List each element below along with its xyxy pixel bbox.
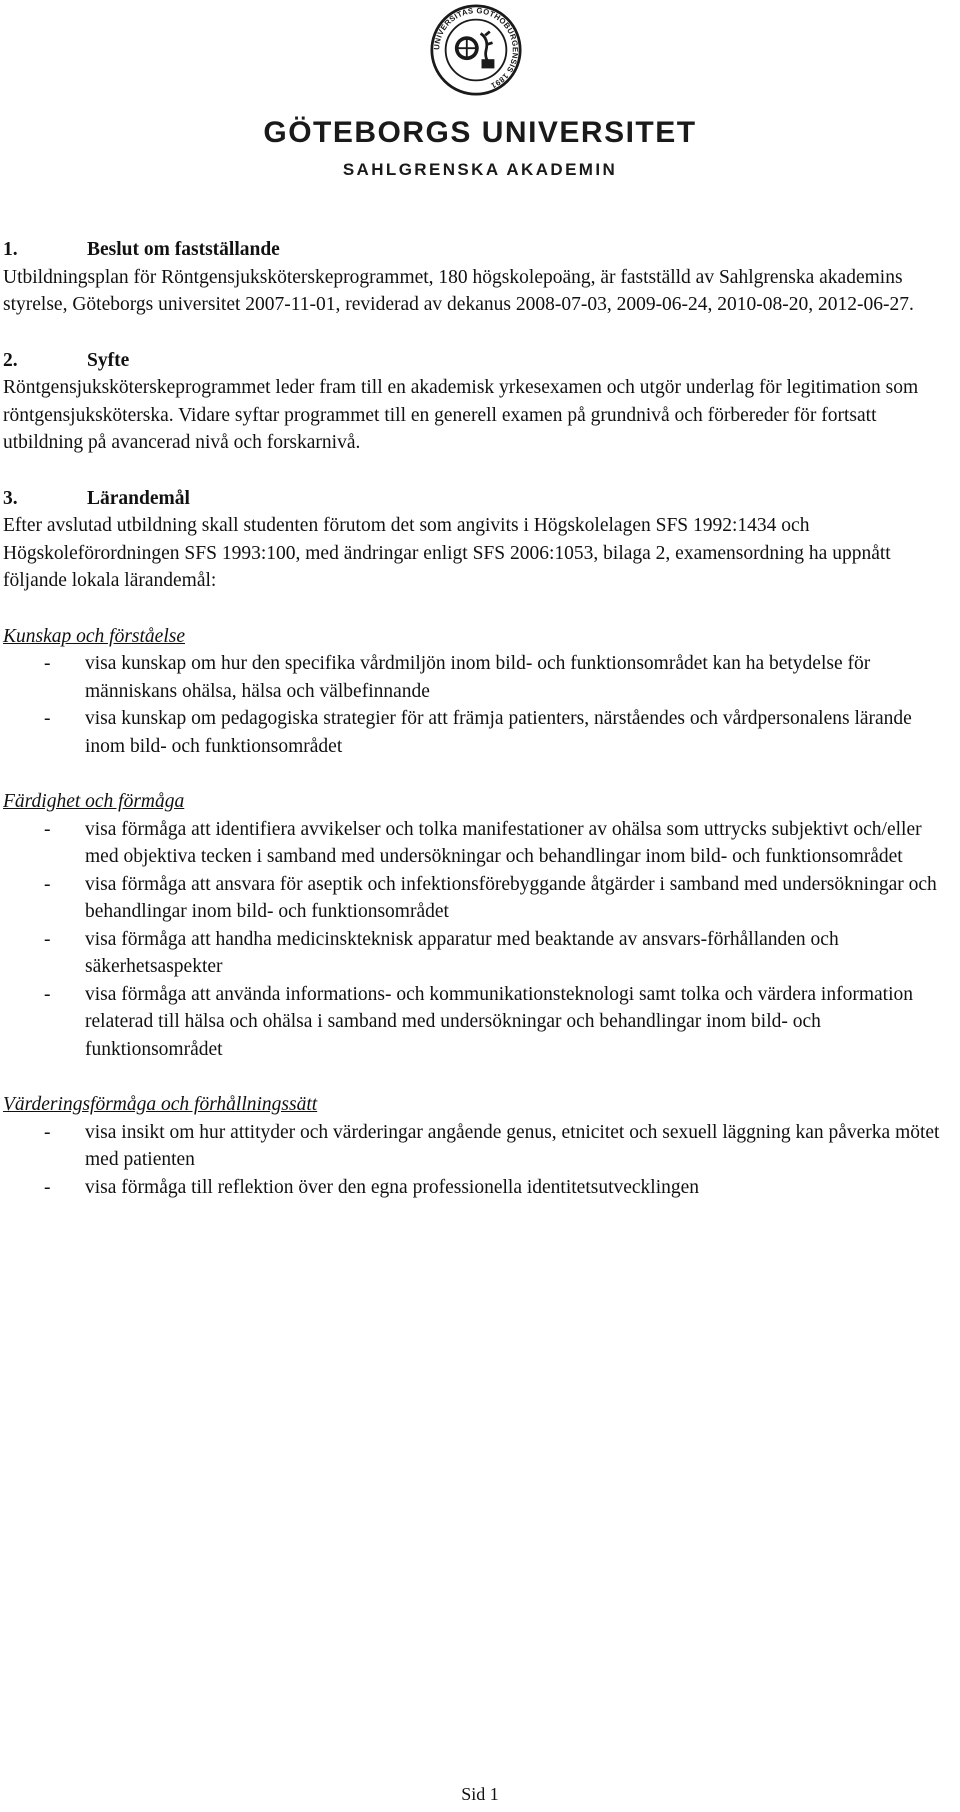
goal-group-vardering-title: Värderingsförmåga och förhållningssätt: [3, 1094, 318, 1115]
list-item: - visa förmåga till reflektion över den egna professionella identitetsutvecklingen: [44, 1176, 700, 1198]
section-title: Syfte: [87, 349, 130, 371]
goal-group-kunskap-title: Kunskap och förståelse: [3, 625, 185, 647]
list-item: - visa förmåga att handha medicinskteknisk apparatur med beaktande av ansvars-förhållanden och säkerhetsaspekter: [44, 928, 839, 977]
section-1-heading: [3, 236, 953, 264]
section-2-heading: [3, 347, 953, 375]
section-3-heading: [3, 485, 953, 513]
section-number: 3.: [3, 487, 18, 509]
section-title: Beslut om fastställande: [87, 239, 280, 260]
list-item: - visa förmåga att använda informations- och kommunikationsteknologi samt tolka och värdera information relaterad till hälsa och ohälsa i samband med undersökningar och behandlingar inom bild- och funktionsområdet: [44, 983, 913, 1060]
goal-list-fardighet: [3, 816, 953, 1064]
section-number: 1.: [3, 239, 18, 260]
list-item: - visa insikt om hur attityder och värderingar angående genus, etnicitet och sexuell läggning kan påverka mötet med patienten: [44, 1121, 940, 1170]
university-name: GÖTEBORGS UNIVERSITET: [263, 116, 697, 149]
academy-name: SAHLGRENSKA AKADEMIN: [342, 160, 618, 179]
section-title: Lärandemål: [87, 487, 190, 509]
goal-group-fardighet-title: Färdighet och förmåga: [3, 791, 185, 812]
goal-list-kunskap: [3, 650, 953, 760]
list-item: - visa förmåga att identifiera avvikelser och tolka manifestationer av ohälsa som uttrycks subjektivt och/eller med objektiva tecken i samband med undersökningar och behandlingar inom bild- och funktionsområdet: [44, 818, 922, 867]
section-3-text: Efter avslutad utbildning skall studenten förutom det som angivits i Högskolelagen SFS 1992:1434 och Högskoleförordningen SFS 1993:100, med ändringar enligt SFS 2006:1053, bilaga 2, examensordning ha uppnått följande lokala lärandemål:: [3, 515, 891, 591]
list-item: - visa kunskap om pedagogiska strategier för att främja patienters, närståendes och vårdpersonalens lärande inom bild- och funktionsområdet: [44, 708, 912, 757]
section-number: 2.: [3, 349, 18, 371]
list-item: - visa kunskap om hur den specifika vårdmiljön inom bild- och funktionsområdet kan ha betydelse för människans ohälsa, hälsa och välbefinnande: [44, 653, 871, 702]
page-number: Sid 1: [461, 1784, 499, 1804]
list-item: - visa förmåga att ansvara för aseptik och infektionsförebyggande åtgärder i samband med undersökningar och behandlingar inom bild- och funktionsområdet: [44, 873, 937, 922]
university-seal-icon: [430, 4, 522, 96]
goal-list-vardering: [3, 1119, 953, 1202]
seal-ring-text: UNIVERSITAS GOTHOBURGENSIS 1891: [432, 6, 520, 91]
document-body: [3, 236, 953, 1201]
section-1-text: Utbildningsplan för Röntgensjuksköterskeprogrammet, 180 högskolepoäng, är fastställd av Sahlgrenska akademins styrelse, Göteborgs universitet 2007-11-01, reviderad av dekanus 2008-07-03, 2009-06-24, 2010-08-20, 2012-06-27.: [3, 266, 914, 315]
section-2-text: Röntgensjuksköterskeprogrammet leder fram till en akademisk yrkesexamen och utgör underlag för legitimation som röntgensjuksköterska. Vidare syftar programmet till en generell examen på grundnivå och förbereder för fortsatt utbildning på avancerad nivå och forskarnivå.: [3, 377, 919, 453]
